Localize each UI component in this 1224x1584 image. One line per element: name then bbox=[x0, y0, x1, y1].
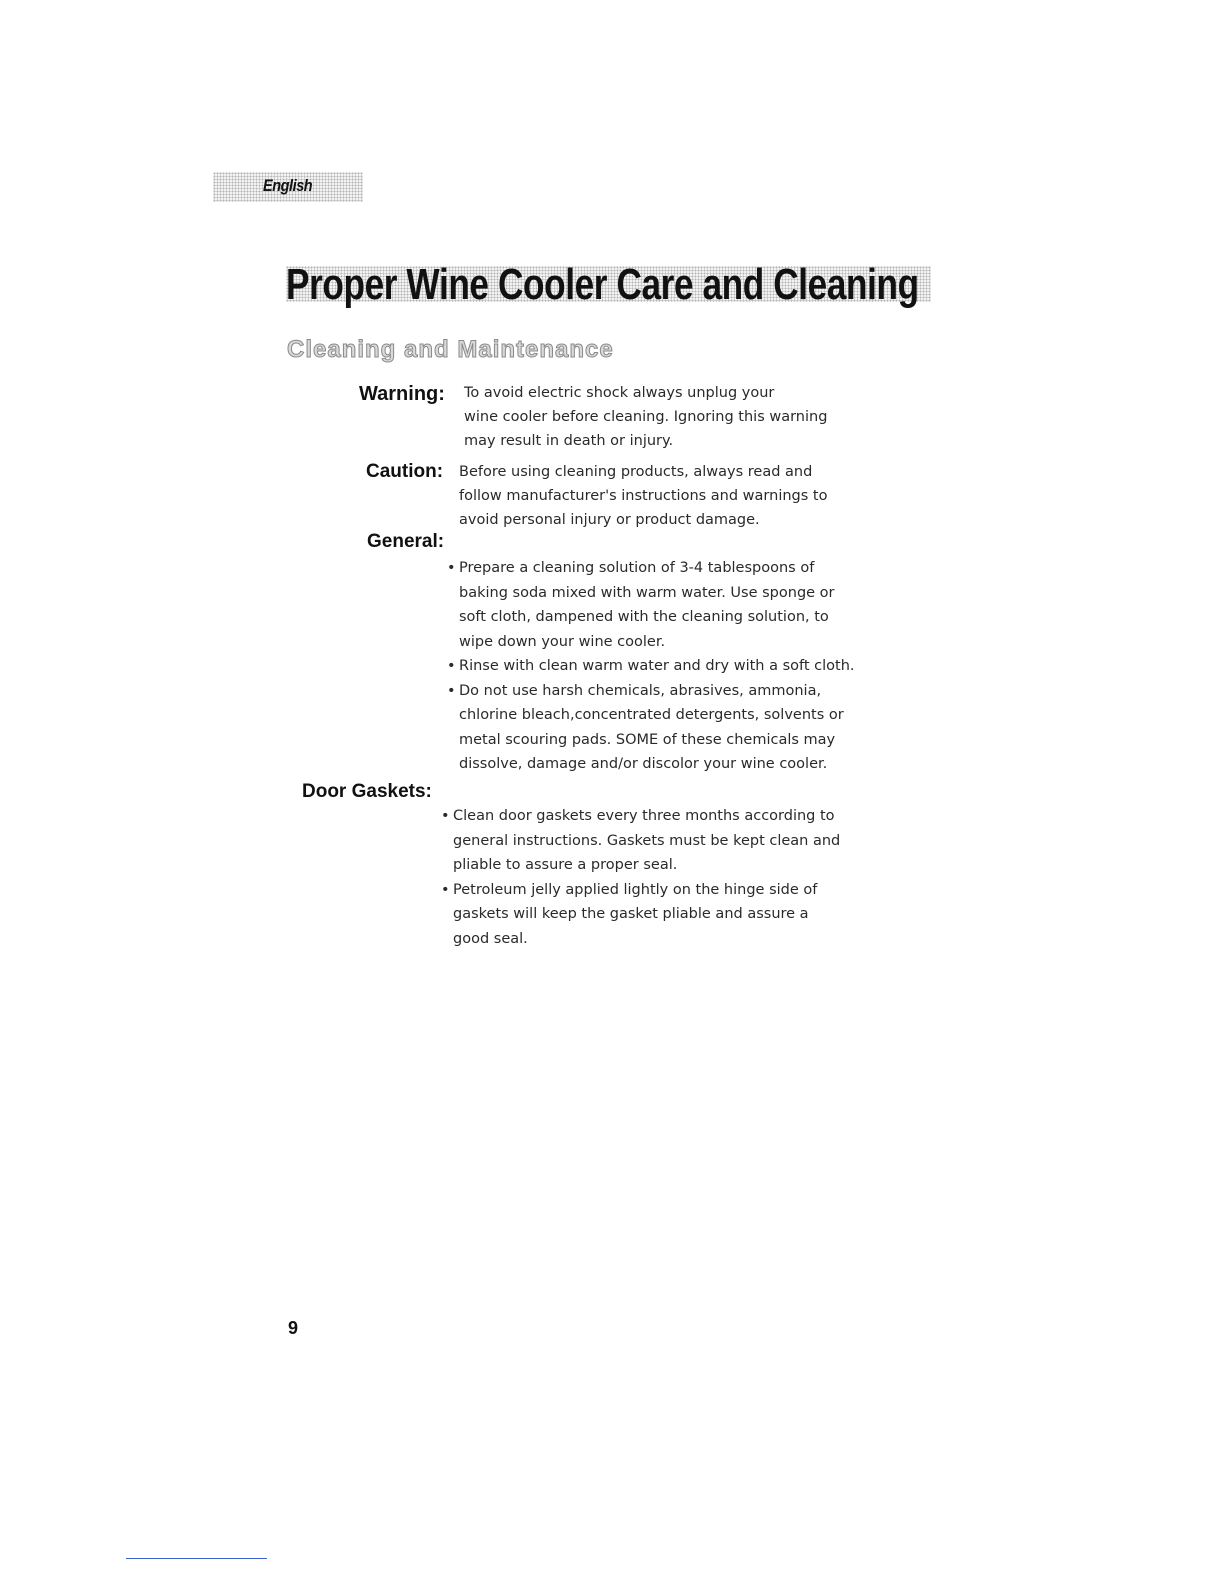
bullet-line: gaskets will keep the gasket pliable and assure a bbox=[453, 906, 809, 922]
caution-line: follow manufacturer's instructions and warnings to bbox=[459, 488, 828, 504]
warning-text bbox=[464, 381, 827, 453]
page-number: 9 bbox=[288, 1318, 299, 1338]
bullet-line: wipe down your wine cooler. bbox=[459, 633, 666, 650]
list-item bbox=[447, 556, 855, 654]
bullet-line: chlorine bleach,concentrated detergents, solvents or bbox=[459, 707, 844, 723]
footer-rule bbox=[126, 1558, 267, 1559]
list-item bbox=[447, 679, 855, 777]
bullet-icon: • bbox=[447, 682, 456, 699]
list-item bbox=[441, 804, 840, 878]
bullet-line: Clean door gaskets every three months according to bbox=[453, 808, 835, 824]
caution-label: Caution: bbox=[366, 461, 444, 482]
warning-line: may result in death or injury. bbox=[464, 433, 674, 449]
caution-line: avoid personal injury or product damage. bbox=[459, 512, 760, 528]
page-title: Proper Wine Cooler Care and Cleaning bbox=[286, 260, 919, 309]
warning-label: Warning: bbox=[359, 383, 445, 405]
list-item bbox=[441, 878, 840, 952]
door-gaskets-label: Door Gaskets: bbox=[302, 781, 432, 802]
bullet-line: pliable to assure a proper seal. bbox=[453, 857, 678, 873]
general-bullet-list bbox=[447, 556, 855, 777]
bullet-line: general instructions. Gaskets must be kept clean and bbox=[453, 832, 841, 849]
bullet-icon: • bbox=[441, 881, 450, 898]
caution-text bbox=[459, 460, 827, 532]
door-gaskets-bullet-list bbox=[441, 804, 840, 951]
bullet-line: Do not use harsh chemicals, abrasives, ammonia, bbox=[459, 682, 822, 699]
language-tab bbox=[213, 172, 363, 202]
bullet-line: baking soda mixed with warm water. Use sponge or bbox=[459, 584, 835, 601]
bullet-icon: • bbox=[441, 808, 450, 824]
bullet-icon: • bbox=[447, 560, 456, 576]
bullet-line: Prepare a cleaning solution of 3-4 tablespoons of bbox=[459, 560, 815, 576]
warning-line: To avoid electric shock always unplug your bbox=[464, 385, 775, 401]
language-tab-label: English bbox=[263, 176, 313, 195]
bullet-line: Petroleum jelly applied lightly on the hinge side of bbox=[453, 881, 818, 898]
list-item bbox=[447, 654, 855, 679]
bullet-line: good seal. bbox=[453, 930, 528, 947]
section-title: Cleaning and Maintenance bbox=[287, 336, 614, 363]
bullet-icon: • bbox=[447, 658, 456, 674]
bullet-line: Rinse with clean warm water and dry with a soft cloth. bbox=[459, 658, 855, 674]
bullet-line: dissolve, damage and/or discolor your wine cooler. bbox=[459, 756, 828, 772]
warning-line: wine cooler before cleaning. Ignoring this warning bbox=[464, 409, 828, 425]
bullet-line: metal scouring pads. SOME of these chemicals may bbox=[459, 731, 836, 748]
bullet-line: soft cloth, dampened with the cleaning solution, to bbox=[459, 609, 829, 625]
general-label: General: bbox=[367, 531, 445, 552]
caution-line: Before using cleaning products, always read and bbox=[459, 464, 813, 480]
